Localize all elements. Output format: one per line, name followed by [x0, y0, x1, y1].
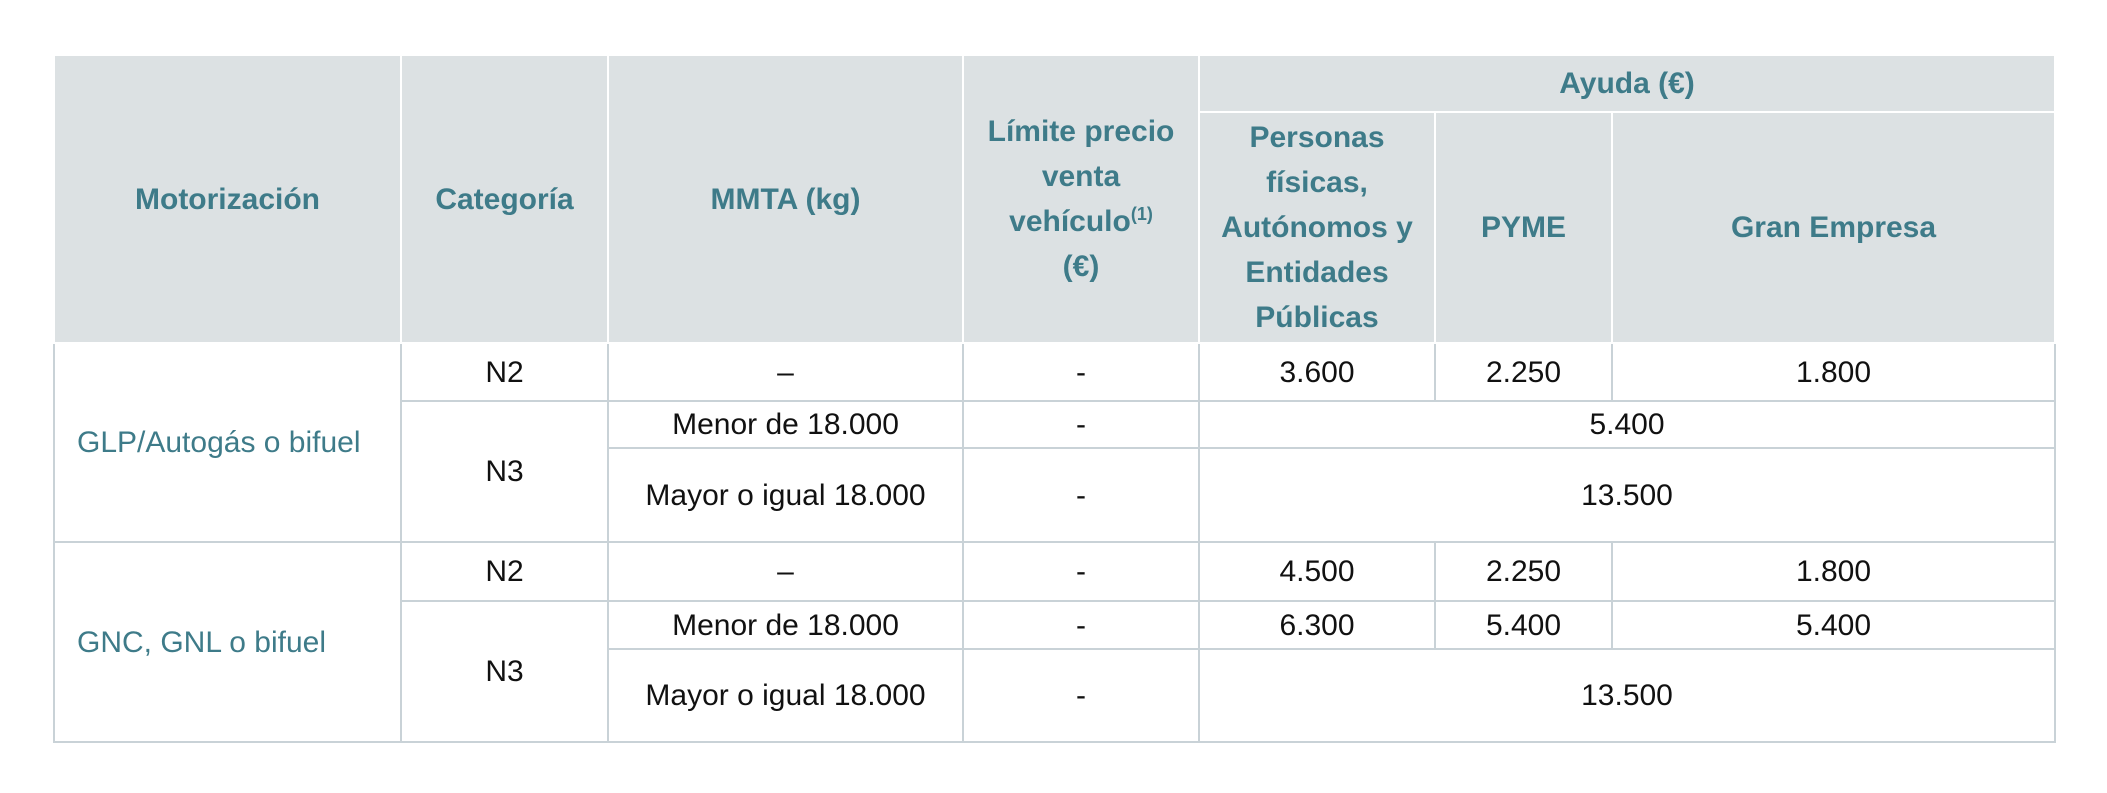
header-mmta: MMTA (kg) [608, 55, 963, 343]
cell-mmta: Mayor o igual 18.000 [608, 649, 963, 742]
cell-motorizacion: GNC, GNL o bifuel [54, 542, 401, 742]
cell-pyme: 5.400 [1435, 601, 1612, 649]
cell-limite: - [963, 448, 1199, 542]
cell-pyme: 2.250 [1435, 343, 1612, 401]
cell-mmta: Menor de 18.000 [608, 601, 963, 649]
cell-pyme: 2.250 [1435, 542, 1612, 601]
cell-mmta: Mayor o igual 18.000 [608, 448, 963, 542]
cell-ayuda-merged: 13.500 [1199, 649, 2055, 742]
cell-personas: 6.300 [1199, 601, 1435, 649]
aid-table [53, 54, 2056, 743]
cell-ayuda-merged: 5.400 [1199, 401, 2055, 448]
header-limite-unit: (€) [1062, 250, 1100, 283]
cell-motorizacion: GLP/Autogás o bifuel [54, 343, 401, 542]
header-limite-precio [963, 55, 1199, 343]
header-categoria: Categoría [401, 55, 608, 343]
header-motorizacion: Motorización [54, 55, 401, 343]
cell-gran-empresa: 1.800 [1612, 343, 2055, 401]
header-pyme: PYME [1435, 112, 1612, 343]
cell-categoria: N2 [401, 343, 608, 401]
cell-limite: - [963, 401, 1199, 448]
cell-mmta: – [608, 542, 963, 601]
header-ayuda: Ayuda (€) [1199, 55, 2055, 112]
cell-gran-empresa: 5.400 [1612, 601, 2055, 649]
cell-limite: - [963, 601, 1199, 649]
cell-mmta: Menor de 18.000 [608, 401, 963, 448]
cell-mmta: – [608, 343, 963, 401]
cell-limite: - [963, 649, 1199, 742]
table-row [54, 343, 2055, 401]
table-row [54, 542, 2055, 601]
header-gran-empresa: Gran Empresa [1612, 112, 2055, 343]
cell-gran-empresa: 1.800 [1612, 542, 2055, 601]
cell-categoria: N3 [401, 601, 608, 742]
header-limite-label: Límite precio venta vehículo [987, 115, 1175, 238]
cell-categoria: N2 [401, 542, 608, 601]
cell-limite: - [963, 542, 1199, 601]
cell-categoria: N3 [401, 401, 608, 542]
cell-personas: 3.600 [1199, 343, 1435, 401]
cell-limite: - [963, 343, 1199, 401]
cell-personas: 4.500 [1199, 542, 1435, 601]
header-personas: Personas físicas, Autónomos y Entidades Públicas [1199, 112, 1435, 343]
cell-ayuda-merged: 13.500 [1199, 448, 2055, 542]
footnote-ref: (1) [1130, 204, 1153, 224]
